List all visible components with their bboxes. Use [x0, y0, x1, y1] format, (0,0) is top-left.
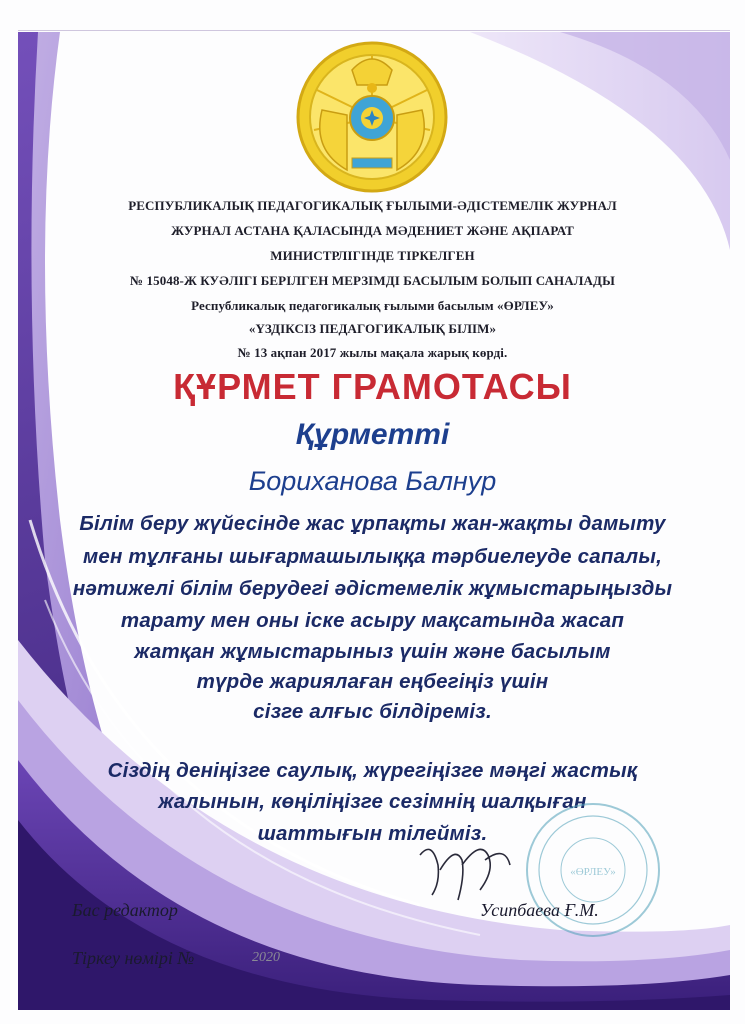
header-line-4: № 15048-Ж КУӘЛІГІ БЕРІЛГЕН МЕРЗІМДІ БАСЫЛЫМ БОЛЫП САНАЛАДЫ	[130, 273, 615, 288]
registration-number: 2020	[252, 950, 280, 965]
certificate-title: ҚҰРМЕТ ГРАМОТАСЫ	[173, 366, 572, 407]
signature	[410, 835, 520, 910]
wish-line-2: жалынын, көңіліңізге сезімнің шалқыған	[158, 790, 587, 813]
registration-label: Тіркеу нөмірі №	[72, 948, 195, 968]
stamp-label: «ӨРЛЕУ»	[570, 866, 616, 878]
recipient-name: Бориханова Балнур	[248, 466, 497, 496]
wish-line-1: Сіздің деніңізге саулық, жүрегіңізге мәңгі жастық	[107, 759, 638, 782]
message-line-5: жатқан жұмыстарыныз үшін және басылым	[134, 640, 611, 663]
state-emblem	[292, 40, 452, 195]
message-line-1: Білім беру жүйесінде жас ұрпақты жан-жақты дамыту	[79, 512, 666, 535]
message-line-7: сізге алғыс білдіреміз.	[253, 700, 492, 723]
wish-line-3: шаттығын тілейміз.	[257, 822, 488, 845]
header-line-5: Республикалық педагогикалық ғылыми басылым «ӨРЛЕУ»	[191, 298, 554, 313]
message-line-6: түрде жариялаған еңбегіңіз үшін	[196, 670, 549, 693]
header-line-6: «ҮЗДІКСІЗ ПЕДАГОГИКАЛЫҚ БІЛІМ»	[248, 321, 497, 336]
header-line-2: ЖУРНАЛ АСТАНА ҚАЛАСЫНДА МӘДЕНИЕТ ЖӘНЕ АҚПАРАТ	[171, 223, 574, 238]
editor-name: Усипбаева Ғ.М.	[480, 900, 599, 920]
message-line-2: мен тұлғаны шығармашылыққа тәрбиелеуде сапалы,	[82, 545, 662, 568]
header-line-1: РЕСПУБЛИКАЛЫҚ ПЕДАГОГИКАЛЫҚ ҒЫЛЫМИ-ӘДІСТЕМЕЛІК ЖУРНАЛ	[128, 198, 617, 213]
header-line-3: МИНИСТРЛІГІНДЕ ТІРКЕЛГЕН	[270, 248, 475, 263]
salutation: Құрметті	[295, 418, 450, 451]
editor-label: Бас редактор	[72, 900, 178, 920]
header-line-7: № 13 ақпан 2017 жылы мақала жарық көрді.	[237, 345, 508, 360]
message-line-3: нәтижелі білім берудегі әдістемелік жұмыстарыңызды	[72, 577, 673, 600]
message-line-4: тарату мен оны іске асыру мақсатында жасап	[120, 609, 625, 632]
